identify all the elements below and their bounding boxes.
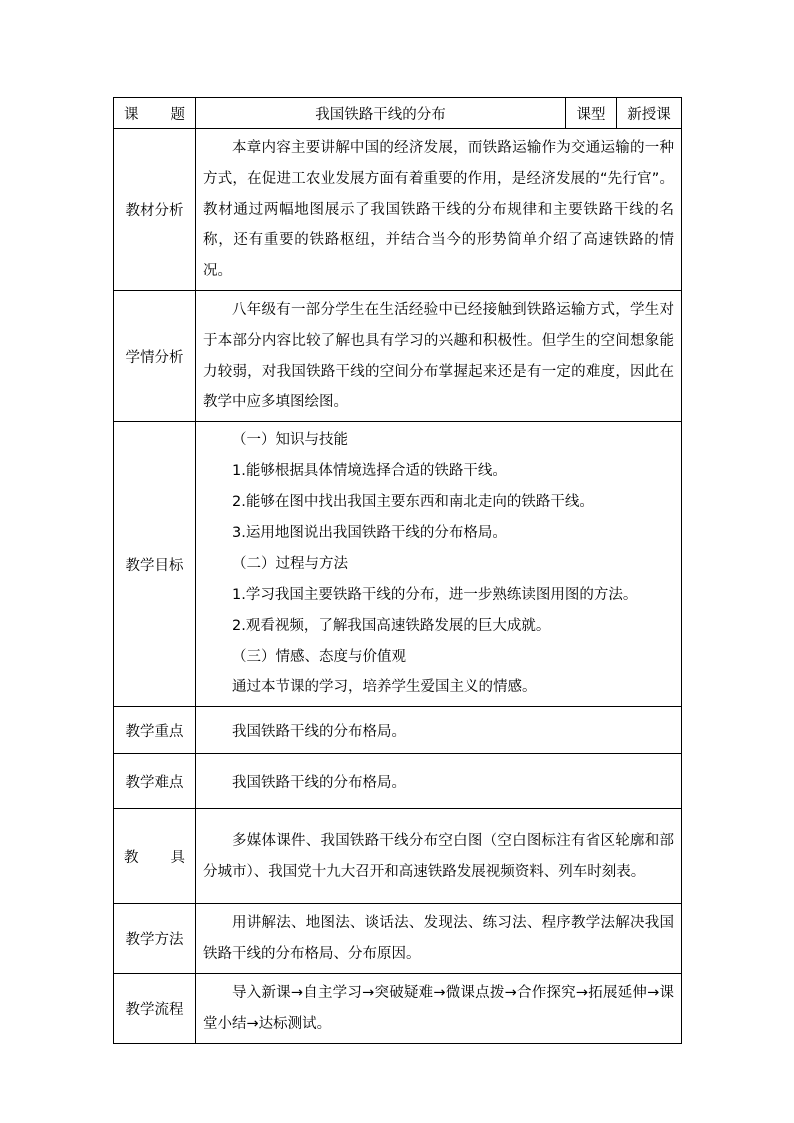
goals-line: （一）知识与技能 — [232, 432, 348, 449]
material-label: 教材分析 — [114, 129, 196, 291]
material-text — [196, 129, 682, 291]
process-text — [196, 973, 682, 1043]
goals-line: （三）情感、态度与价值观 — [232, 648, 406, 665]
header-row — [114, 98, 682, 129]
goals-line: （二）过程与方法 — [232, 555, 348, 572]
goals-label: 教学目标 — [114, 422, 196, 707]
goals-line: 通过本节课的学习，培养学生爱国主义的情感。 — [232, 679, 537, 696]
students-paragraph: 八年级有一部分学生在生活经验中已经接触到铁路运输方式，学生对于本部分内容比较了解也具有学习的兴趣和积极性。但学生的空间想象能力较弱，对我国铁路干线的空间分布掌握起来还是有一定的难度，因此在教学中应多填图绘图。 — [203, 301, 674, 411]
process-row — [114, 973, 682, 1043]
goals-content — [196, 422, 682, 707]
tools-row — [114, 809, 682, 904]
key-point-label: 教学重点 — [114, 707, 196, 754]
goals-line: 1.学习我国主要铁路干线的分布，进一步熟练读图用图的方法。 — [232, 586, 638, 603]
goals-line: 2.能够在图中找出我国主要东西和南北走向的铁路干线。 — [232, 493, 594, 510]
goals-line: 3.运用地图说出我国铁路干线的分布格局。 — [232, 524, 507, 541]
material-row — [114, 129, 682, 291]
material-paragraph: 本章内容主要讲解中国的经济发展，而铁路运输作为交通运输的一种方式，在促进工农业发展方面有着重要的作用，是经济发展的“先行官”。教材通过两幅地图展示了我国铁路干线的分布规律和主要铁路干线的名称，还有重要的铁路枢纽，并结合当今的形势简单介绍了高速铁路的情况。 — [203, 140, 674, 280]
type-value: 新授课 — [617, 98, 682, 129]
topic-title: 我国铁路干线的分布 — [196, 98, 566, 129]
methods-paragraph: 用讲解法、地图法、谈话法、发现法、练习法、程序教学法解决我国铁路干线的分布格局、分布原因。 — [203, 915, 674, 963]
goals-line: 1.能够根据具体情境选择合适的铁路干线。 — [232, 463, 507, 480]
lesson-plan-table — [113, 97, 682, 1044]
key-point-row — [114, 707, 682, 754]
tools-text — [196, 809, 682, 904]
methods-row — [114, 904, 682, 974]
type-label: 课型 — [566, 98, 617, 129]
goals-row — [114, 422, 682, 707]
difficulty-text: 我国铁路干线的分布格局。 — [196, 754, 682, 809]
tools-label: 教具 — [114, 809, 196, 904]
key-point-text: 我国铁路干线的分布格局。 — [196, 707, 682, 754]
methods-text — [196, 904, 682, 974]
topic-label: 课题 — [114, 98, 196, 129]
students-row — [114, 290, 682, 421]
students-text — [196, 290, 682, 421]
process-label: 教学流程 — [114, 973, 196, 1043]
students-label: 学情分析 — [114, 290, 196, 421]
methods-label: 教学方法 — [114, 904, 196, 974]
goals-line: 2.观看视频，了解我国高速铁路发展的巨大成就。 — [232, 617, 551, 634]
process-paragraph: 导入新课→自主学习→突破疑难→微课点拨→合作探究→拓展延伸→课堂小结→达标测试。 — [203, 984, 674, 1032]
tools-paragraph: 多媒体课件、我国铁路干线分布空白图（空白图标注有省区轮廓和部分城市）、我国党十九大召开和高速铁路发展视频资料、列车时刻表。 — [203, 833, 674, 880]
difficulty-label: 教学难点 — [114, 754, 196, 809]
difficulty-row — [114, 754, 682, 809]
